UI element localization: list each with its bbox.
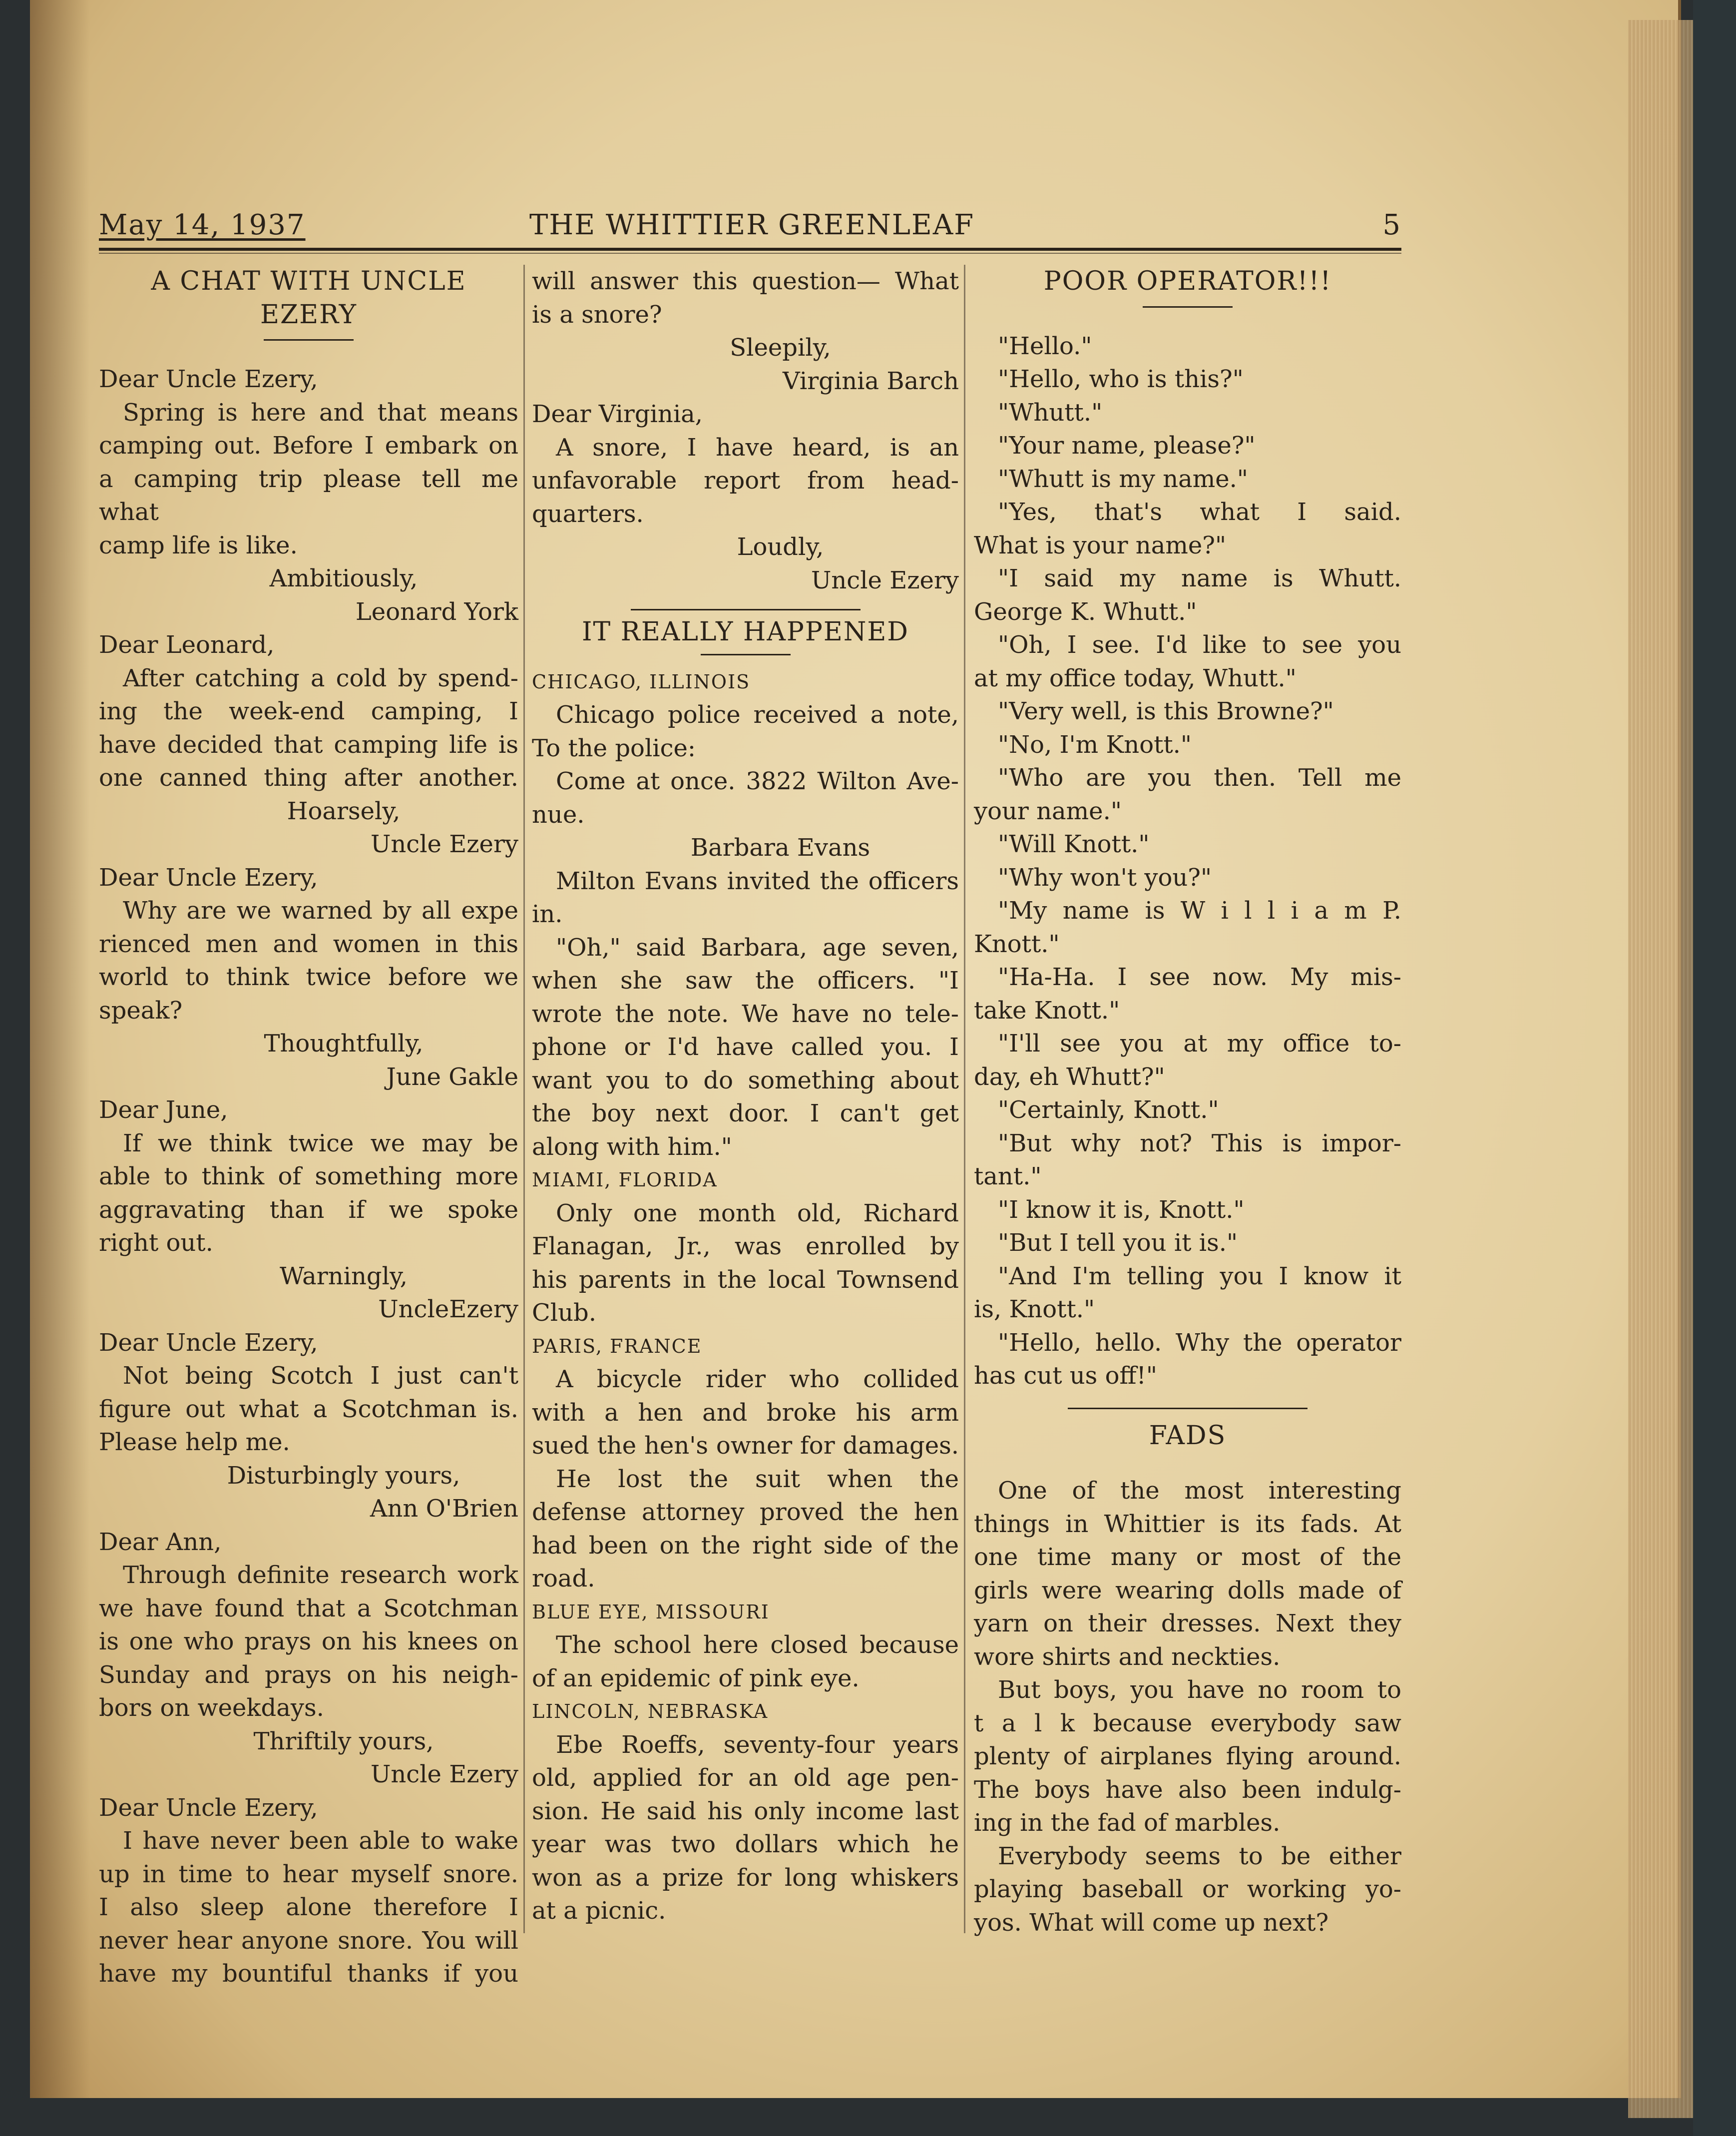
text-line: bors on weekdays. <box>99 1694 324 1722</box>
text-line: year was two dollars which he <box>532 1830 959 1858</box>
text-line: is a snore? <box>532 300 662 329</box>
text-line: Thoughtfully, <box>264 1030 424 1058</box>
article-title-uncle-ezery: A CHAT WITH UNCLE EZERY <box>151 266 466 330</box>
text-line: Come at once. 3822 Wilton Ave- <box>556 767 959 795</box>
section-rule <box>631 609 861 610</box>
text-line: wore shirts and neckties. <box>974 1642 1281 1671</box>
text-line: "No, I'm Knott." <box>998 730 1192 759</box>
page-header <box>99 209 1401 249</box>
text-line: plenty of airplanes flying around. <box>974 1742 1401 1770</box>
uncle-ezery-letters <box>99 363 518 1991</box>
text-line: He lost the suit when the <box>556 1465 959 1493</box>
text-line: road. <box>532 1565 595 1593</box>
text-line: The school here closed because <box>556 1631 959 1659</box>
text-line: have decided that camping life is <box>99 730 518 759</box>
text-line: ing the week-end camping, I <box>99 697 518 725</box>
text-line: "Who are you then. Tell me <box>998 764 1401 792</box>
text-line: "Hello." <box>998 332 1092 360</box>
text-line: June Gakle <box>386 1063 518 1091</box>
text-line: Everybody seems to be either <box>998 1842 1401 1870</box>
text-line: one canned thing after another. <box>99 764 518 792</box>
text-line: What is your name?" <box>974 531 1227 559</box>
text-line: sion. He said his only income last <box>532 1797 959 1825</box>
newspaper-title: THE WHITTIER GREENLEAF <box>529 209 975 241</box>
text-line: A snore, I have heard, is an <box>556 433 959 462</box>
text-line: "I know it is, Knott." <box>998 1195 1245 1224</box>
text-line: world to think twice before we <box>99 963 518 991</box>
text-line: wrote the note. We have no tele- <box>532 1000 959 1028</box>
text-line: The boys have also been indulg- <box>974 1775 1401 1804</box>
column-2 <box>532 265 959 1928</box>
column-1 <box>99 265 518 1991</box>
text-line: day, eh Whutt?" <box>974 1063 1165 1091</box>
text-line: Please help me. <box>99 1428 290 1456</box>
text-line: Warningly, <box>280 1262 408 1290</box>
text-line: George K. Whutt." <box>974 597 1197 626</box>
text-line: "Yes, that's what I said. <box>998 498 1401 526</box>
text-line: never hear anyone snore. You will <box>99 1926 518 1955</box>
text-line: Ann O'Brien <box>370 1495 518 1523</box>
text-line: has cut us off!" <box>974 1362 1157 1390</box>
text-line: Dear Ann, <box>99 1528 222 1556</box>
column-3 <box>974 265 1401 1939</box>
text-line: Leonard York <box>355 597 518 626</box>
text-line: Chicago police received a note, <box>556 701 959 729</box>
fads-body <box>974 1474 1401 1939</box>
text-line: right out. <box>99 1229 213 1257</box>
text-line: is, Knott." <box>974 1295 1095 1323</box>
text-line: old, applied for an old age pen- <box>532 1764 959 1792</box>
article-title-poor-operator: POOR OPERATOR!!! <box>1043 266 1332 296</box>
title-rule <box>264 339 354 341</box>
dateline: MIAMI, FLORIDA <box>532 1169 718 1191</box>
text-line: take Knott." <box>974 996 1120 1025</box>
text-line: Flanagan, Jr., was enrolled by <box>532 1232 959 1260</box>
column-divider-left <box>523 265 525 1933</box>
text-line: at my office today, Whutt." <box>974 664 1297 692</box>
dateline: BLUE EYE, MISSOURI <box>532 1601 770 1623</box>
text-line: speak? <box>99 996 183 1025</box>
text-line: yarn on their dresses. Next they <box>974 1609 1401 1637</box>
text-line: Not being Scotch I just can't <box>123 1362 518 1390</box>
text-line: Barbara Evans <box>690 834 870 862</box>
text-line: yos. What will come up next? <box>974 1908 1329 1937</box>
text-line: Uncle Ezery <box>811 566 959 594</box>
text-line: Thriftily yours, <box>253 1727 434 1755</box>
dateline: PARIS, FRANCE <box>532 1335 702 1357</box>
text-line: "Certainly, Knott." <box>998 1096 1219 1124</box>
title-rule <box>701 654 791 655</box>
text-line: "Hello, who is this?" <box>998 365 1244 393</box>
text-line: when she saw the officers. "I <box>532 967 959 995</box>
text-line: along with him." <box>532 1132 732 1161</box>
text-line: Why are we warned by all expe <box>123 897 518 925</box>
text-line: Ambitiously, <box>269 564 418 592</box>
text-line: sued the hen's owner for damages. <box>532 1432 959 1460</box>
text-line: "Your name, please?" <box>998 432 1256 460</box>
text-line: Dear Virginia, <box>532 400 703 428</box>
text-line: Virginia Barch <box>783 367 959 395</box>
text-line: girls were wearing dolls made of <box>974 1576 1401 1604</box>
text-line: your name." <box>974 797 1122 825</box>
text-line: After catching a cold by spend- <box>123 664 518 692</box>
book-binding-edge <box>1693 0 1736 2136</box>
text-line: "Very well, is this Browne?" <box>998 697 1334 725</box>
text-line: Uncle Ezery <box>370 830 518 858</box>
spacer <box>974 1452 1401 1474</box>
text-line: One of the most interesting <box>998 1477 1401 1505</box>
text-line: in. <box>532 900 563 928</box>
text-line: will answer this question— What <box>532 267 959 295</box>
text-line: "Why won't you?" <box>998 863 1212 892</box>
text-line: have my bountiful thanks if you <box>99 1960 518 1988</box>
text-line: we have found that a Scotchman <box>99 1594 518 1622</box>
text-line: "My name is W i l l i a m P. <box>998 897 1401 925</box>
text-line: Dear Uncle Ezery, <box>99 863 318 892</box>
column-divider-right <box>964 265 965 1933</box>
text-line: camp life is like. <box>99 531 298 559</box>
text-line: "But I tell you it is." <box>998 1229 1238 1257</box>
text-line: camping out. Before I embark on <box>99 432 518 460</box>
text-line: things in Whittier is its fads. At <box>974 1510 1401 1538</box>
text-line: Ebe Roeffs, seventy-four years <box>556 1730 959 1759</box>
text-line: "But why not? This is impor- <box>998 1129 1401 1157</box>
text-line: his parents in the local Townsend <box>532 1265 959 1294</box>
text-line: "Will Knott." <box>998 830 1150 858</box>
text-line: one time many or most of the <box>974 1543 1401 1571</box>
text-line: Only one month old, Richard <box>556 1199 959 1227</box>
header-rule-thin <box>99 253 1401 254</box>
text-line: with a hen and broke his arm <box>532 1398 959 1427</box>
text-line: the boy next door. I can't get <box>532 1099 959 1127</box>
text-line: want you to do something about <box>532 1066 959 1094</box>
text-line: figure out what a Scotchman is. <box>99 1395 518 1423</box>
article-title-fads: FADS <box>1149 1420 1227 1451</box>
text-line: "Ha-Ha. I see now. My mis- <box>998 963 1401 991</box>
text-line: playing baseball or working yo- <box>974 1875 1401 1903</box>
text-line: rienced men and women in this <box>99 930 518 958</box>
text-line: Through definite research work <box>123 1561 518 1589</box>
text-line: Uncle Ezery <box>370 1760 518 1788</box>
uncle-ezery-letters-continued <box>532 265 959 597</box>
text-line: Milton Evans invited the officers <box>556 867 959 895</box>
text-line: phone or I'd have called you. I <box>532 1033 959 1061</box>
text-line: "Oh, I see. I'd like to see you <box>998 631 1401 659</box>
text-line: Loudly, <box>737 533 824 561</box>
text-line: "And I'm telling you I know it <box>998 1262 1401 1290</box>
text-line: Sleepily, <box>730 334 831 362</box>
book-fore-edge <box>1628 20 1693 2118</box>
text-line: Dear Uncle Ezery, <box>99 365 318 393</box>
text-line: If we think twice we may be <box>123 1129 518 1157</box>
article-title-it-really-happened: IT REALLY HAPPENED <box>582 617 909 647</box>
text-line: But boys, you have no room to <box>998 1676 1401 1704</box>
text-line: is one who prays on his knees on <box>99 1627 518 1655</box>
text-line: able to think of something more <box>99 1162 518 1190</box>
page-number: 5 <box>1382 209 1401 241</box>
text-line: Knott." <box>974 930 1060 958</box>
issue-date: May 14, 1937 <box>99 209 306 241</box>
text-line: t a l k because everybody saw <box>974 1709 1401 1737</box>
it-really-happened-body <box>532 665 959 1928</box>
text-line: won as a prize for long whiskers <box>532 1863 959 1892</box>
text-line: Club. <box>532 1299 596 1327</box>
text-line: "Oh," said Barbara, age seven, <box>556 933 959 962</box>
text-line: quarters. <box>532 500 644 528</box>
dateline: LINCOLN, NEBRASKA <box>532 1700 769 1722</box>
text-line: Disturbingly yours, <box>227 1461 460 1490</box>
section-rule <box>1068 1408 1307 1409</box>
title-rule <box>1143 306 1233 308</box>
text-line: UncleEzery <box>378 1295 518 1323</box>
text-line: Spring is here and that means <box>123 398 518 427</box>
text-line: up in time to hear myself snore. <box>99 1860 518 1888</box>
text-line: A bicycle rider who collided <box>556 1365 959 1393</box>
text-line: To the police: <box>532 734 696 762</box>
text-line: a camping trip please tell me what <box>99 465 518 526</box>
text-line: I also sleep alone therefore I <box>99 1893 518 1921</box>
header-rule <box>99 248 1401 251</box>
text-line: "Whutt is my name." <box>998 465 1248 493</box>
poor-operator-body <box>974 330 1401 1393</box>
text-line: Hoarsely, <box>287 797 401 825</box>
text-line: aggravating than if we spoke <box>99 1195 518 1224</box>
text-line: Dear Uncle Ezery, <box>99 1793 318 1822</box>
text-line: ing in the fad of marbles. <box>974 1809 1281 1837</box>
text-line: "I'll see you at my office to- <box>998 1030 1401 1058</box>
text-line: "Hello, hello. Why the operator <box>998 1328 1401 1357</box>
text-line: Dear Leonard, <box>99 631 275 659</box>
text-line: nue. <box>532 800 585 829</box>
text-line: "Whutt." <box>998 398 1103 427</box>
text-line: had been on the right side of the <box>532 1531 959 1560</box>
text-line: of an epidemic of pink eye. <box>532 1664 860 1692</box>
text-line: unfavorable report from head- <box>532 467 959 495</box>
text-line: defense attorney proved the hen <box>532 1498 959 1526</box>
text-line: I have never been able to wake <box>123 1827 518 1855</box>
text-line: "I said my name is Whutt. <box>998 564 1401 592</box>
text-line: at a picnic. <box>532 1897 666 1925</box>
text-line: Sunday and prays on his neigh- <box>99 1660 518 1689</box>
text-line: Dear Uncle Ezery, <box>99 1328 318 1357</box>
text-line: Dear June, <box>99 1096 228 1124</box>
dateline: CHICAGO, ILLINOIS <box>532 670 751 693</box>
text-line: tant." <box>974 1162 1042 1190</box>
